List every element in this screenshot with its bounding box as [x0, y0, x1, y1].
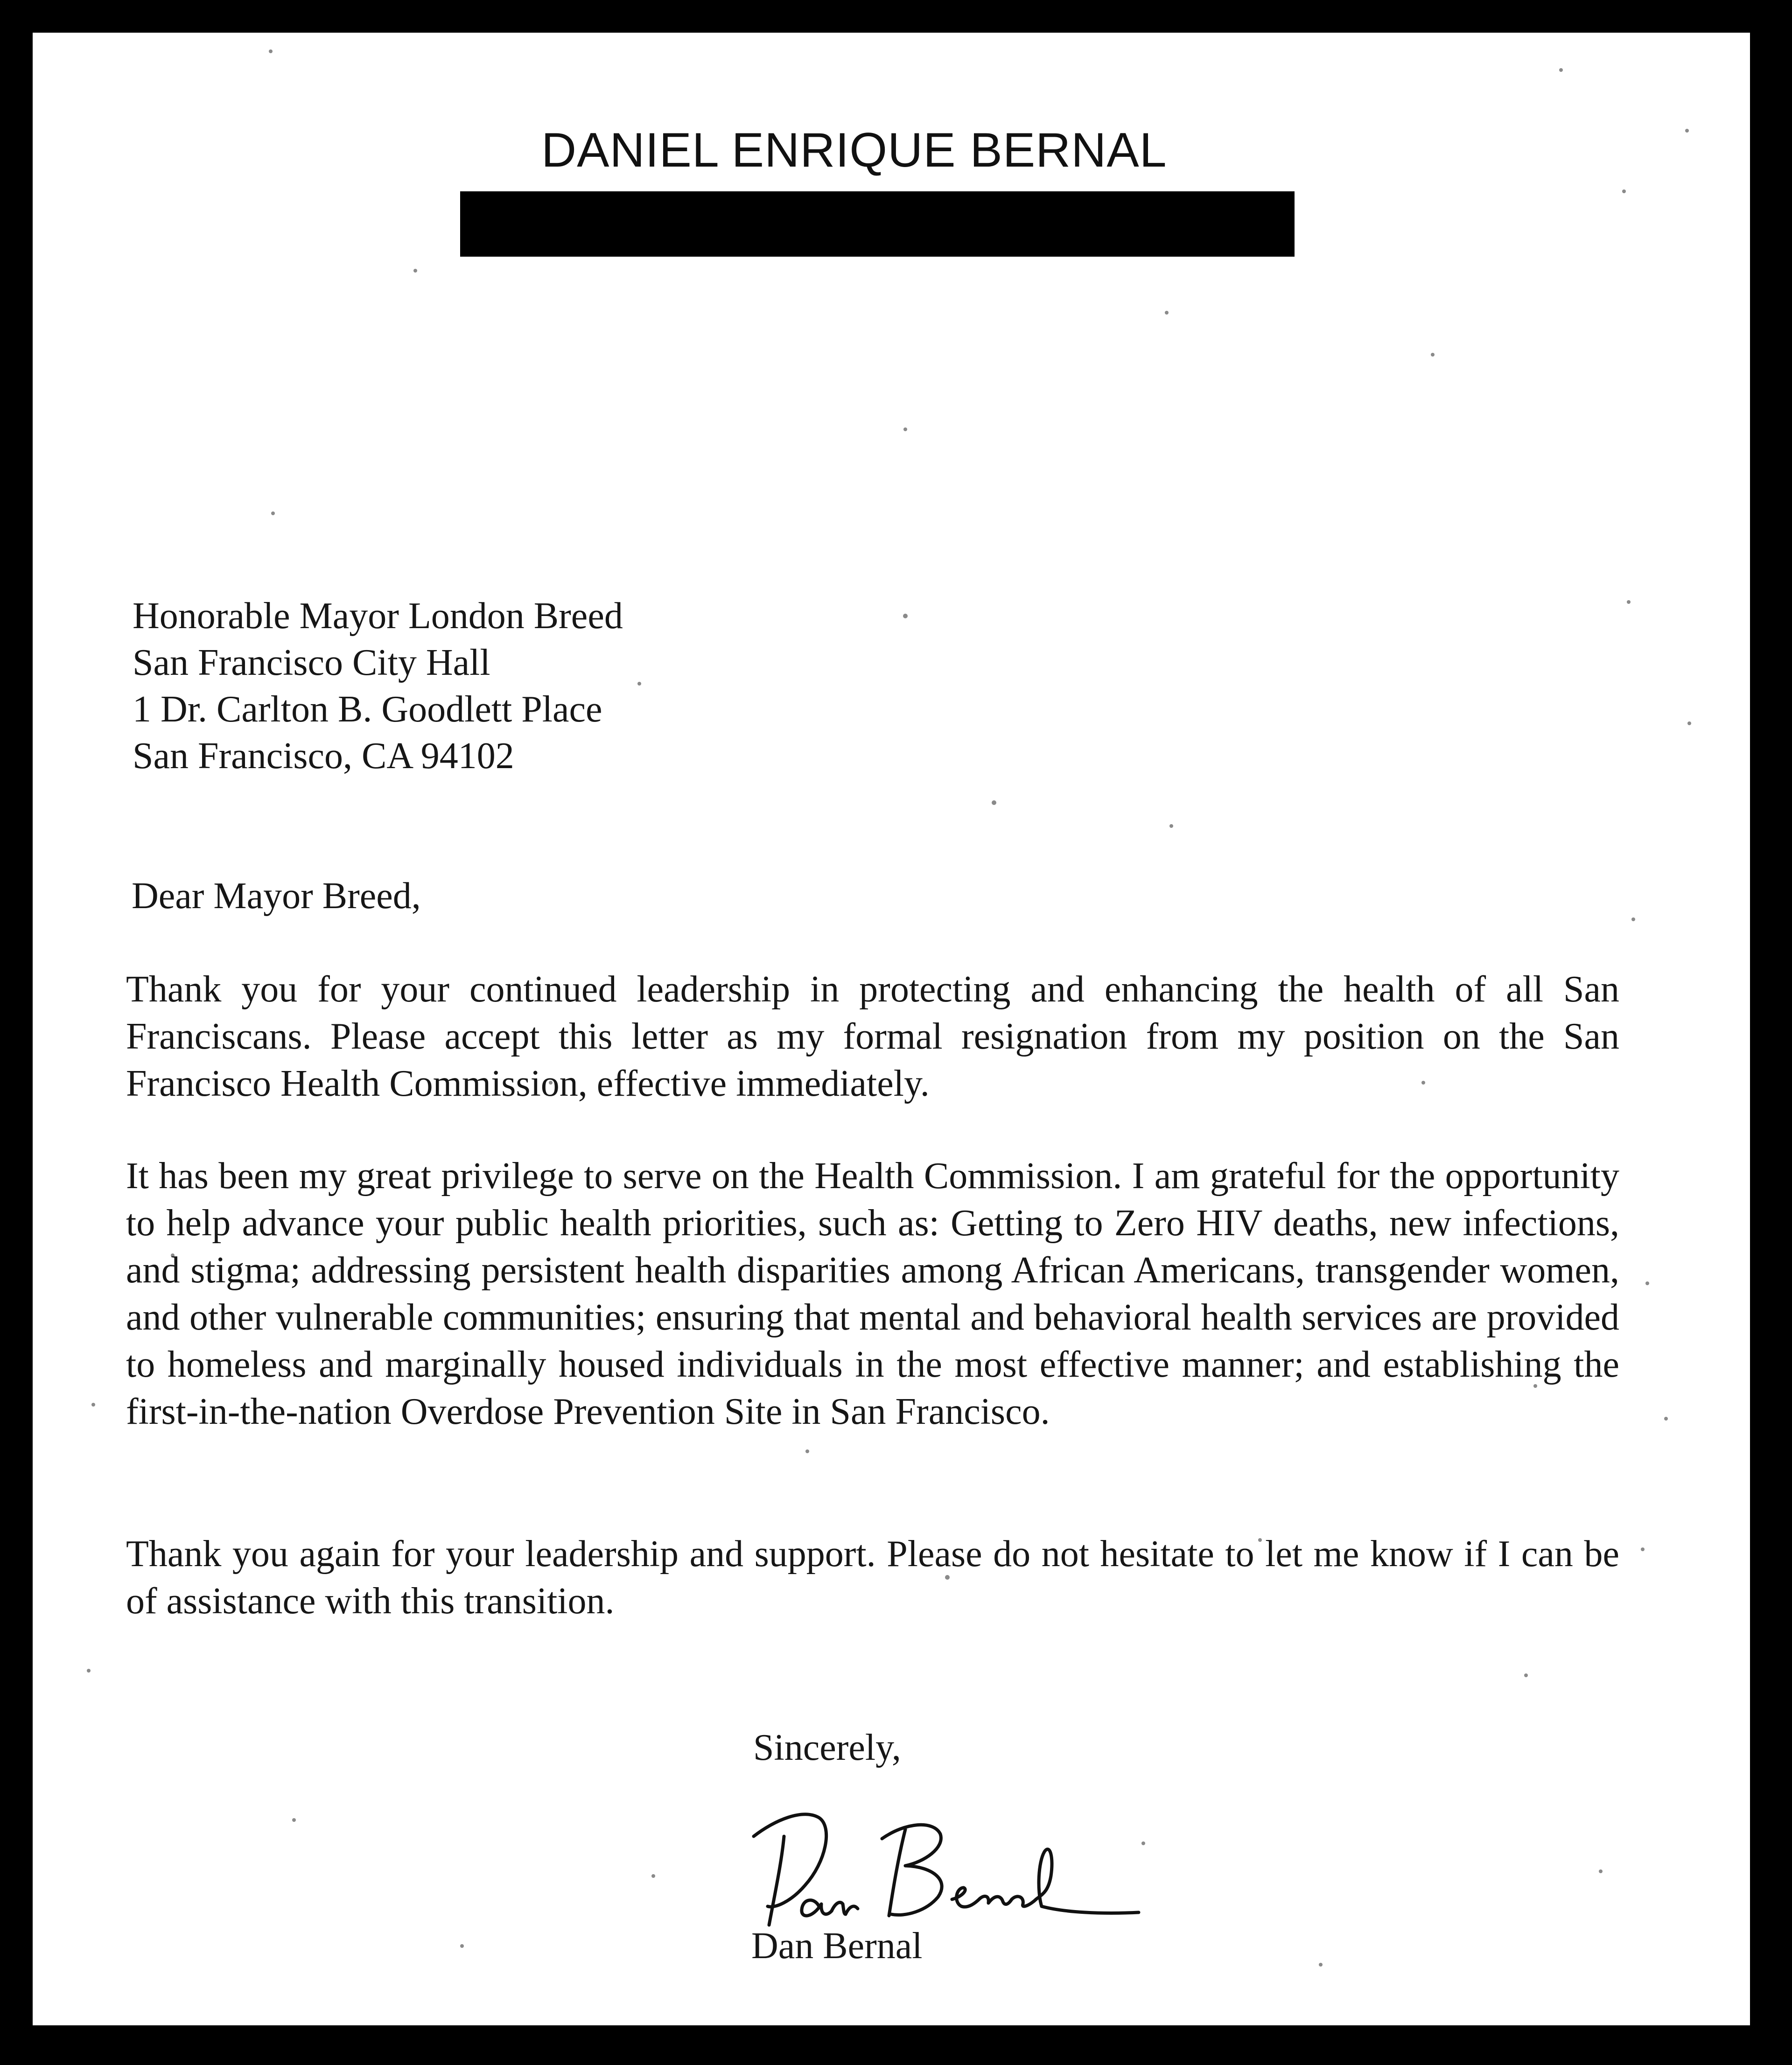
body-paragraph: It has been my great privilege to serve on the Health Commission. I am grateful for the opportunity to help advance your public health priorities, such as: Getting to Zero HIV deaths, new infections, and stigma; addressing persistent health disparities among African Americans, transgender women, and other vulnerable communities; ensuring that mental and behavioral health services are provided to homeless and marginally housed individuals in the most effective manner; and establishing the first-in-the-nation Overdose Prevention Site in San Francisco. — [126, 1155, 1619, 1432]
handwritten-signature — [709, 1792, 1148, 1932]
closing: Sincerely, — [753, 1727, 901, 1768]
recipient-address — [133, 593, 623, 779]
body-paragraph: Thank you again for your leadership and support. Please do not hesitate to let me know if I can be of assistance with this transition. — [126, 1533, 1619, 1622]
signer-name: Dan Bernal — [751, 1925, 923, 1967]
recipient-line: Honorable Mayor London Breed — [133, 595, 623, 637]
recipient-line: San Francisco City Hall — [133, 642, 490, 683]
recipient-line: 1 Dr. Carlton B. Goodlett Place — [133, 689, 602, 730]
redaction-bar — [460, 191, 1295, 257]
body-paragraph: Thank you for your continued leadership in protecting and enhancing the health of all San Franciscans. Please accept this letter as my formal resignation from my position on the San Francisco Health Commission, effective immediately. — [126, 969, 1619, 1104]
salutation: Dear Mayor Breed, — [132, 875, 421, 917]
letterhead-name: DANIEL ENRIQUE BERNAL — [541, 123, 1167, 177]
recipient-line: San Francisco, CA 94102 — [133, 735, 514, 777]
letter-page — [33, 33, 1750, 2025]
